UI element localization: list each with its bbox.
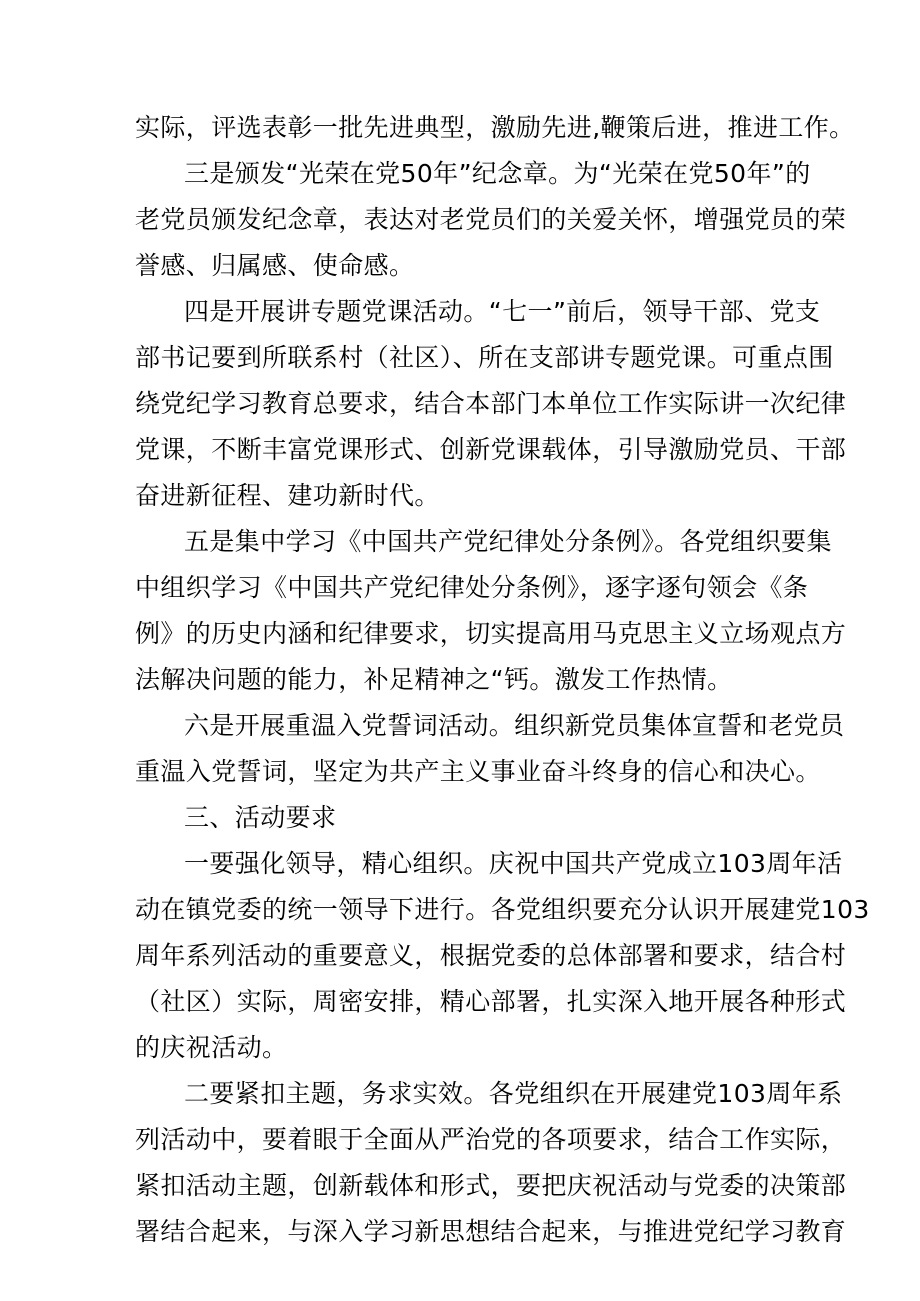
text-line: 党课，不断丰富党课形式、创新党课载体，引导激励党员、干部 [135,435,847,464]
text-line: 周年系列活动的重要意义，根据党委的总体部署和要求，结合村 [135,941,847,970]
section-heading: 三、活动要求 [184,803,337,832]
text-line: 的庆祝活动。 [135,1033,288,1062]
text-line: 紧扣活动主题，创新载体和形式，要把庆祝活动与党委的决策部 [135,1171,847,1200]
text-line: 誉感、归属感、使命感。 [135,251,415,280]
text-line: 四是开展讲专题党课活动。“七一”前后，领导干部、党支 [184,297,821,326]
text-line: 动在镇党委的统一领导下进行。各党组织要充分认识开展建党103 [135,895,870,924]
text-line: 法解决问题的能力，补足精神之“钙。激发工作热情。 [135,665,733,694]
text-line: 六是开展重温入党誓词活动。组织新党员集体宣誓和老党员 [184,711,845,740]
text-line: 中组织学习《中国共产党纪律处分条例》，逐字逐句领会《条 [135,573,809,602]
text-line: （社区）实际，周密安排，精心部署，扎实深入地开展各种形式 [135,987,847,1016]
text-line: 实际，评选表彰一批先进典型，激励先进,鞭策后进，推进工作。 [135,113,855,142]
text-line: 三是颁发“光荣在党50年”纪念章。为“光荣在党50年”的 [184,159,811,188]
text-line: 署结合起来，与深入学习新思想结合起来，与推进党纪学习教育 [135,1217,847,1246]
text-line: 五是集中学习《中国共产党纪律处分条例》。各党组织要集 [184,527,832,556]
text-line: 老党员颁发纪念章，表达对老党员们的关爱关怀，增强党员的荣 [135,205,847,234]
text-line: 例》的历史内涵和纪律要求，切实提高用马克思主义立场观点方 [135,619,847,648]
text-line: 列活动中，要着眼于全面从严治党的各项要求，结合工作实际， [135,1125,847,1154]
text-line: 重温入党誓词，坚定为共产主义事业奋斗终身的信心和决心。 [135,757,821,786]
text-line: 绕党纪学习教育总要求，结合本部门本单位工作实际讲一次纪律 [135,389,847,418]
text-line: 部书记要到所联系村（社区）、所在支部讲专题党课。可重点围 [135,343,834,372]
text-line: 二要紧扣主题，务求实效。各党组织在开展建党103周年系 [184,1079,843,1108]
text-line: 奋进新征程、建功新时代。 [135,481,440,510]
text-line: 一要强化领导，精心组织。庆祝中国共产党成立103周年活 [184,849,843,878]
